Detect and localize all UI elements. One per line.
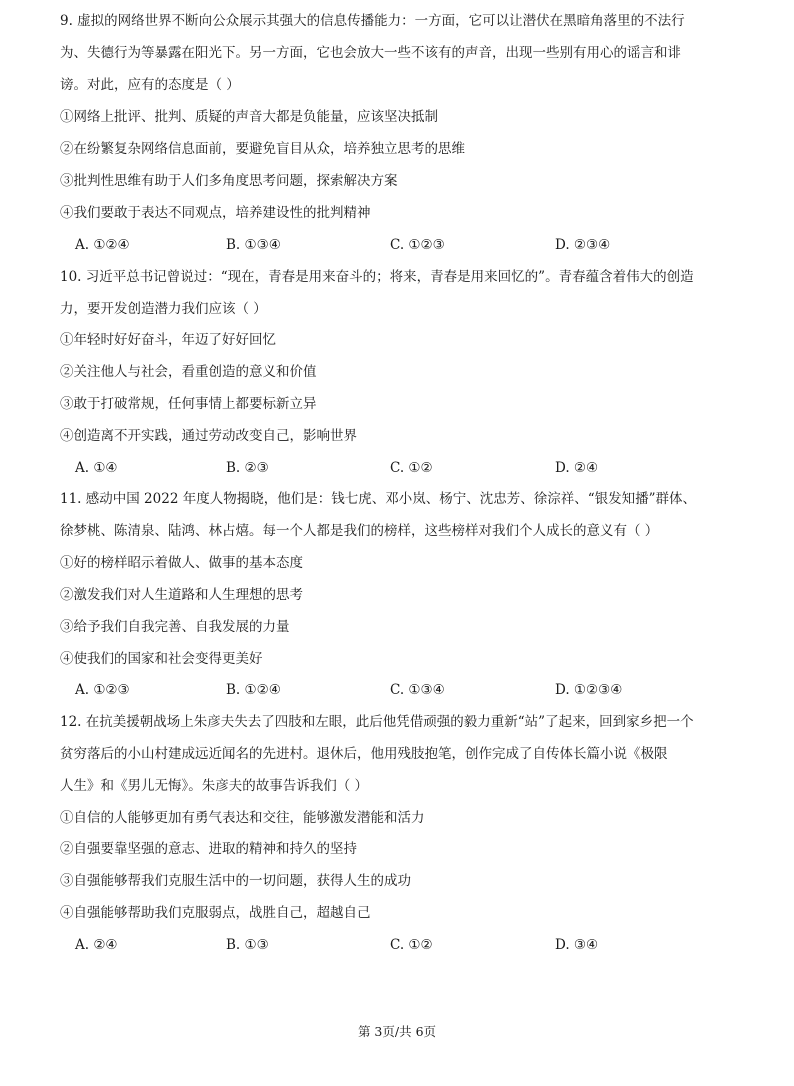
question-stem-line: 12. 在抗美援朝战场上朱彦夫失去了四肢和左眼，此后他凭借顽强的毅力重新“站”了起来，回到家乡把一个 xyxy=(60,714,694,730)
page-number-footer: 第 3页/共 6页 xyxy=(357,1024,437,1039)
answer-option-c[interactable]: C. ①②③ xyxy=(390,237,445,253)
question-stem-line: 徐梦桃、陈清泉、陆鸿、林占熺。每一个人都是我们的榜样，这些榜样对我们个人成长的意义有（ ） xyxy=(60,523,659,539)
question-stem-line: 11. 感动中国 2022 年度人物揭晓，他们是：钱七虎、邓小岚、杨宁、沈忠芳、徐淙祥、“银发知播”群体、 xyxy=(60,491,697,507)
answer-option-a[interactable]: A. ①④ xyxy=(75,460,118,476)
answer-option-d[interactable]: D. ①②③④ xyxy=(555,682,623,698)
statement-item: ④使我们的国家和社会变得更美好 xyxy=(60,651,263,667)
question-stem-line: 人生》和《男儿无悔》。朱彦夫的故事告诉我们（ ） xyxy=(60,778,369,794)
question-stem-line: 为、失德行为等暴露在阳光下。另一方面，它也会放大一些不该有的声音，出现一些别有用心的谣言和诽 xyxy=(60,45,681,61)
statement-item: ②在纷繁复杂网络信息面前，要避免盲目从众，培养独立思考的思维 xyxy=(60,141,465,157)
statement-item: ①自信的人能够更加有勇气表达和交往，能够激发潜能和活力 xyxy=(60,810,425,826)
answer-option-c[interactable]: C. ①② xyxy=(390,937,433,953)
question-stem-line: 9. 虚拟的网络世界不断向公众展示其强大的信息传播能力：一方面，它可以让潜伏在黑暗角落里的不法行 xyxy=(60,13,685,29)
answer-option-b[interactable]: B. ①③④ xyxy=(226,237,281,253)
statement-item: ②关注他人与社会，看重创造的意义和价值 xyxy=(60,364,317,380)
statement-item: ③给予我们自我完善、自我发展的力量 xyxy=(60,619,290,635)
statement-item: ①好的榜样昭示着做人、做事的基本态度 xyxy=(60,555,303,571)
answer-option-d[interactable]: D. ③④ xyxy=(555,937,599,953)
statement-item: ①网络上批评、批判、质疑的声音大都是负能量，应该坚决抵制 xyxy=(60,109,438,125)
statement-item: ③敢于打破常规，任何事情上都要标新立异 xyxy=(60,396,317,412)
answer-option-d[interactable]: D. ②③④ xyxy=(555,237,611,253)
statement-item: ④创造离不开实践，通过劳动改变自己，影响世界 xyxy=(60,428,357,444)
answer-option-c[interactable]: C. ①③④ xyxy=(390,682,445,698)
answer-option-d[interactable]: D. ②④ xyxy=(555,460,599,476)
statement-item: ①年轻时好好奋斗，年迈了好好回忆 xyxy=(60,332,276,348)
answer-option-b[interactable]: B. ①③ xyxy=(226,937,269,953)
answer-option-a[interactable]: A. ①②③ xyxy=(75,682,130,698)
answer-option-a[interactable]: A. ①②④ xyxy=(75,237,130,253)
statement-item: ③批判性思维有助于人们多角度思考问题，探索解决方案 xyxy=(60,173,398,189)
answer-option-c[interactable]: C. ①② xyxy=(390,460,433,476)
answer-option-b[interactable]: B. ①②④ xyxy=(226,682,281,698)
question-stem-line: 谤。对此，应有的态度是（ ） xyxy=(60,77,240,93)
question-stem-line: 10. 习近平总书记曾说过：“现在，青春是用来奋斗的；将来，青春是用来回忆的”。青春蕴含着伟大的创造 xyxy=(60,269,694,285)
statement-item: ③自强能够帮我们克服生活中的一切问题，获得人生的成功 xyxy=(60,873,411,889)
statement-item: ②激发我们对人生道路和人生理想的思考 xyxy=(60,587,303,603)
question-stem-line: 力，要开发创造潜力我们应该（ ） xyxy=(60,301,267,317)
statement-item: ②自强要靠坚强的意志、进取的精神和持久的坚持 xyxy=(60,841,357,857)
statement-item: ④自强能够帮助我们克服弱点，战胜自己，超越自己 xyxy=(60,905,371,921)
answer-option-b[interactable]: B. ②③ xyxy=(226,460,269,476)
question-stem-line: 贫穷落后的小山村建成远近闻名的先进村。退休后，他用残肢抱笔，创作完成了自传体长篇小说《极限 xyxy=(60,746,668,762)
statement-item: ④我们要敢于表达不同观点，培养建设性的批判精神 xyxy=(60,205,371,221)
answer-option-a[interactable]: A. ②④ xyxy=(75,937,118,953)
